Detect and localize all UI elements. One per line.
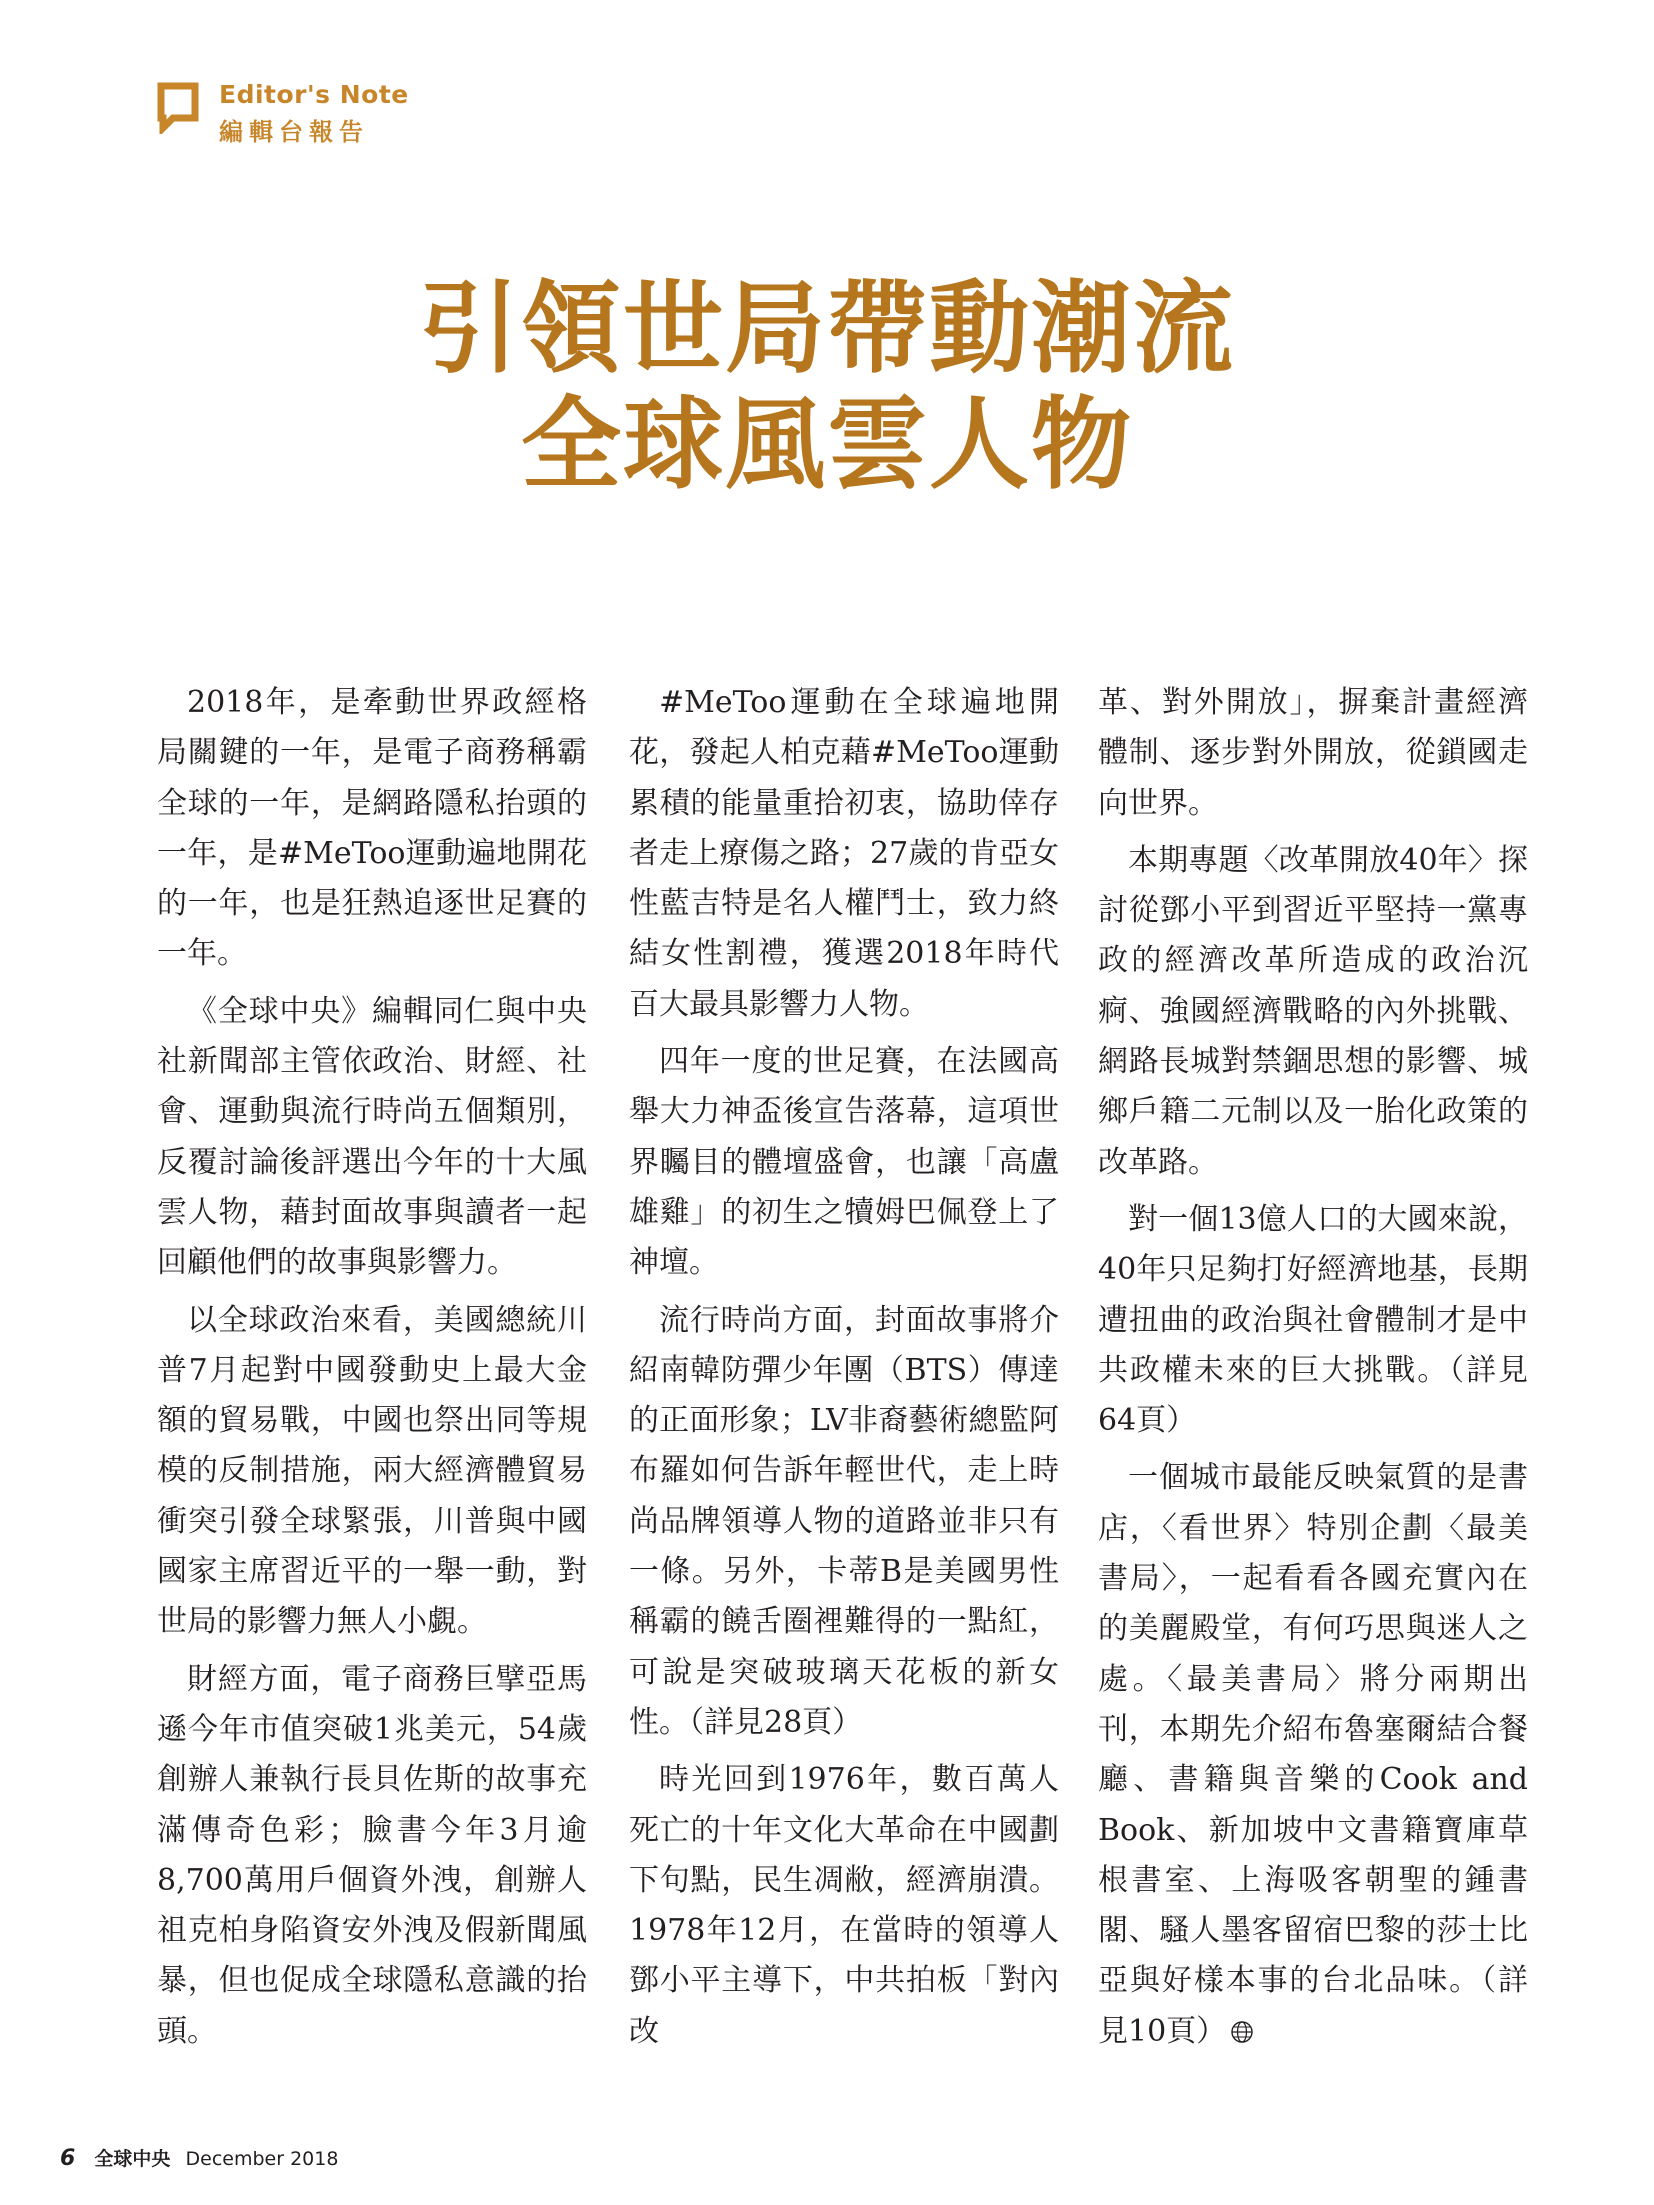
page-footer [60, 2144, 338, 2171]
paragraph: 對一個13億人口的大國來說，40年只足夠打好經濟地基，長期遭扭曲的政治與社會體制才是中共政權未來的巨大挑戰。（詳見64頁） [1098, 1201, 1528, 1439]
paragraph: 本期專題〈改革開放40年〉探討從鄧小平到習近平堅持一黨專政的經濟改革所造成的政治沉痾、強國經濟戰略的內外挑戰、網路長城對禁錮思想的影響、城鄉戶籍二元制以及一胎化政策的改革路。 [1098, 842, 1528, 1180]
paragraph: 流行時尚方面，封面故事將介紹南韓防彈少年團（BTS）傳達的正面形象；LV非裔藝術總監阿布羅如何告訴年輕世代，走上時尚品牌領導人物的道路並非只有一條。另外，卡蒂B是美國男性稱霸的饒舌圈裡難得的一點紅，可說是突破玻璃天花板的新女性。（詳見28頁） [629, 1302, 1059, 1740]
section-badge [157, 74, 557, 144]
page-number: 6 [60, 2146, 76, 2171]
paragraph: 2018年，是牽動世界政經格局關鍵的一年，是電子商務稱霸全球的一年，是網路隱私抬頭的一年，是#MeToo運動遍地開花的一年，也是狂熱追逐世足賽的一年。 [157, 685, 587, 972]
paragraph: 財經方面，電子商務巨擘亞馬遜今年市值突破1兆美元，54歲創辦人兼執行長貝佐斯的故事充滿傳奇色彩；臉書今年3月逾8,700萬用戶個資外洩，創辦人祖克柏身陷資安外洩及假新聞風暴，但也促成全球隱私意識的抬頭。 [157, 1661, 587, 2049]
paragraph-final [1098, 1453, 1528, 2057]
paragraph: #MeToo運動在全球遍地開花，發起人柏克藉#MeToo運動累積的能量重拾初衷，協助倖存者走上療傷之路；27歲的肯亞女性藍吉特是名人權鬥士，致力終結女性割禮，獲選2018年時代百大最具影響力人物。 [629, 685, 1059, 1022]
article-column-3 [1098, 678, 1528, 2064]
speech-bubble-icon [157, 82, 199, 134]
article-column-2 [629, 678, 1059, 2064]
paragraph: 時光回到1976年，數百萬人死亡的十年文化大革命在中國劃下句點，民生凋敝，經濟崩潰。1978年12月，在當時的領導人鄧小平主導下，中共拍板「對內改 [629, 1762, 1059, 2049]
magazine-name: 全球中央 [94, 2148, 171, 2170]
globe-end-mark-icon [1230, 2020, 1254, 2044]
section-label-en: Editor's Note [219, 80, 409, 109]
page-title [0, 270, 1654, 502]
paragraph: 四年一度的世足賽，在法國高舉大力神盃後宣告落幕，這項世界矚目的體壇盛會，也讓「高盧雄雞」的初生之犢姆巴佩登上了神壇。 [629, 1044, 1059, 1281]
paragraph-final-text: 一個城市最能反映氣質的是書店，〈看世界〉特別企劃〈最美書局〉，一起看看各國充實內在的美麗殿堂，有何巧思與迷人之處。〈最美書局〉將分兩期出刊，本期先介紹布魯塞爾結合餐廳、書籍與音樂的Cook and Book、新加坡中文書籍寶庫草根書室、上海吸客朝聖的鍾書閣、騷人墨客留宿巴黎的莎士比亞與好樣本事的台北品味。（詳見10頁） [1098, 1460, 1528, 2049]
paragraph-continuation: 革、對外開放」，摒棄計畫經濟體制、逐步對外開放，從鎖國走向世界。 [1098, 685, 1528, 821]
paragraph: 以全球政治來看，美國總統川普7月起對中國發動史上最大金額的貿易戰，中國也祭出同等規模的反制措施，兩大經濟體貿易衝突引發全球緊張，川普與中國國家主席習近平的一舉一動，對世局的影響力無人小覷。 [157, 1302, 587, 1640]
title-line-1: 引領世局帶動潮流 [419, 269, 1235, 387]
section-label-zh: 編輯台報告 [219, 118, 369, 146]
article-column-1 [157, 678, 587, 2064]
title-line-2: 全球風雲人物 [521, 385, 1133, 503]
issue-date: December 2018 [185, 2148, 339, 2170]
paragraph: 《全球中央》編輯同仁與中央社新聞部主管依政治、財經、社會、運動與流行時尚五個類別，反覆討論後評選出今年的十大風雲人物，藉封面故事與讀者一起回顧他們的故事與影響力。 [157, 993, 587, 1281]
